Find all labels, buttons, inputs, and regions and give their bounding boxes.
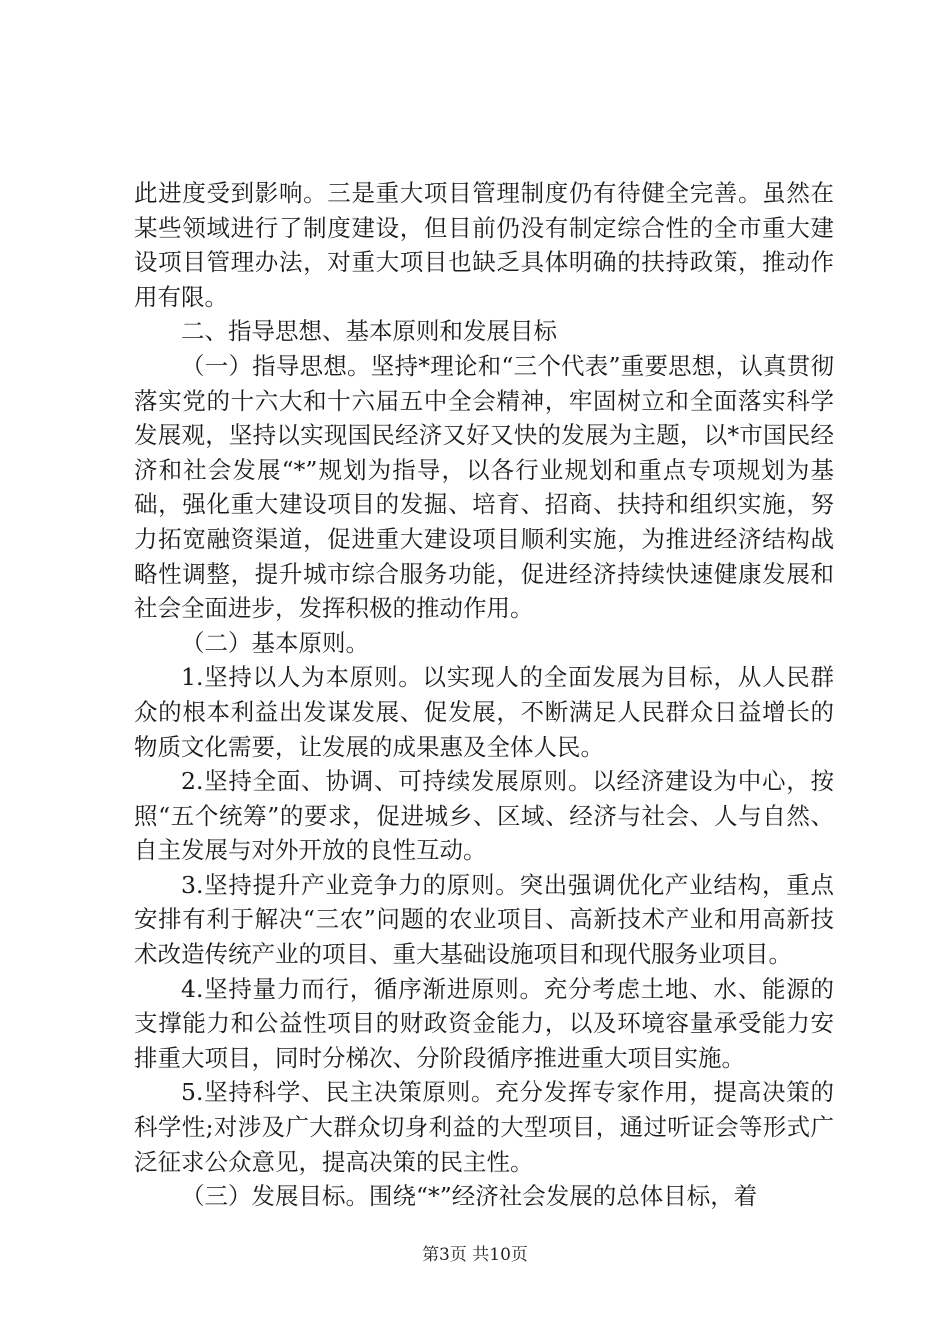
document-body <box>134 176 834 1214</box>
paragraph-principle-2: 2.坚持全面、协调、可持续发展原则。以经济建设为中心，按照“五个统筹”的要求，促进城乡、区域、经济与社会、人与自然、自主发展与对外开放的良性互动。 <box>134 767 834 865</box>
paragraph-guiding-thought: （一）指导思想。坚持*理论和“三个代表”重要思想，认真贯彻落实党的十六大和十六届五中全会精神，牢固树立和全面落实科学发展观，坚持以实现国民经济又好又快的发展为主题，以*市国民经济和社会发展“*”规划为指导，以各行业规划和重点专项规划为基础，强化重大建设项目的发掘、培育、招商、扶持和组织实施，努力拓宽融资渠道，促进重大建设项目顺利实施，为推进经济结构战略性调整，提升城市综合服务功能，促进经济持续快速健康发展和社会全面进步，发挥积极的推动作用。 <box>134 351 834 623</box>
paragraph-principle-3: 3.坚持提升产业竞争力的原则。突出强调优化产业结构，重点安排有利于解决“三农”问题的农业项目、高新技术产业和用高新技术改造传统产业的项目、重大基础设施项目和现代服务业项目。 <box>134 870 834 969</box>
paragraph-development-goals: （三）发展目标。围绕“*”经济社会发展的总体目标，着 <box>181 1182 758 1211</box>
section-heading: 二、指导思想、基本原则和发展目标 <box>181 317 557 346</box>
paragraph-continuation: 此进度受到影响。三是重大项目管理制度仍有待健全完善。虽然在某些领域进行了制度建设，但目前仍没有制定综合性的全市重大建设项目管理办法，对重大项目也缺乏具体明确的扶持政策，推动作用有限。 <box>134 179 834 311</box>
subsection-heading-principles: （二）基本原则。 <box>181 628 369 657</box>
paragraph-principle-4: 4.坚持量力而行，循序渐进原则。充分考虑土地、水、能源的支撑能力和公益性项目的财政资金能力，以及环境容量承受能力安排重大项目，同时分梯次、分阶段循序推进重大项目实施。 <box>134 974 834 1072</box>
paragraph-principle-1: 1.坚持以人为本原则。以实现人的全面发展为目标，从人民群众的根本利益出发谋发展、促发展，不断满足人民群众日益增长的物质文化需要，让发展的成果惠及全体人民。 <box>134 663 834 761</box>
paragraph-principle-5: 5.坚持科学、民主决策原则。充分发挥专家作用，提高决策的科学性;对涉及广大群众切身利益的大型项目，通过听证会等形式广泛征求公众意见，提高决策的民主性。 <box>134 1078 834 1176</box>
page-number-footer: 第3页 共10页 <box>422 1245 528 1265</box>
